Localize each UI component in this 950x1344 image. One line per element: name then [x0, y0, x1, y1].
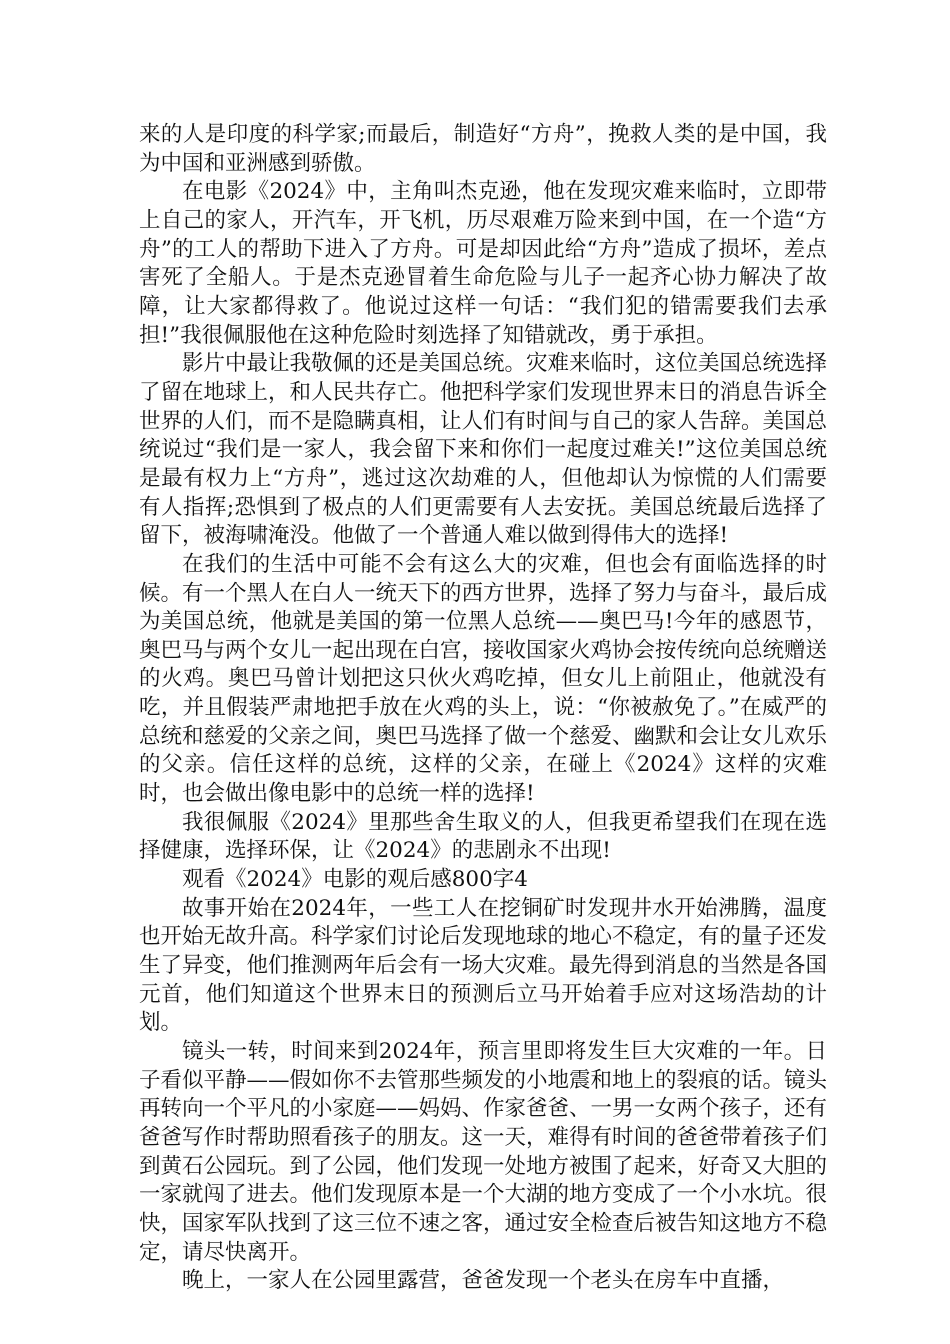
paragraph-1: 来的人是印度的科学家;而最后，制造好“方舟”，挽救人类的是中国，我为中国和亚洲感到骄傲。: [139, 122, 827, 176]
document-page: [139, 121, 827, 1296]
section-heading: 观看《2024》电影的观后感800字4: [182, 867, 528, 893]
paragraph-7: 镜头一转，时间来到2024年，预言里即将发生巨大灾难的一年。日子看似平静——假如你不去管那些频发的小地震和地上的裂痕的话。镜头再转向一个平凡的小家庭——妈妈、作家爸爸、一男一女两个孩子，还有爸爸写作时帮助照看孩子的朋友。这一天，难得有时间的爸爸带着孩子们到黄石公园玩。到了公园，他们发现一处地方被围了起来，好奇又大胆的一家就闯了进去。他们发现原本是一个大湖的地方变成了一个小水坑。很快，国家军队找到了这三位不速之客，通过安全检查后被告知这地方不稳定，请尽快离开。: [139, 1039, 828, 1265]
paragraph-2: 在电影《2024》中，主角叫杰克逊，他在发现灾难来临时，立即带上自己的家人，开汽车，开飞机，历尽艰难万险来到中国，在一个造“方舟”的工人的帮助下进入了方舟。可是却因此给“方舟”造成了损坏，差点害死了全船人。于是杰克逊冒着生命危险与儿子一起齐心协力解决了故障，让大家都得救了。他说过这样一句话：“我们犯的错需要我们去承担!”我很佩服他在这种危险时刻选择了知错就改，勇于承担。: [139, 179, 827, 348]
paragraph-4: 在我们的生活中可能不会有这么大的灾难，但也会有面临选择的时候。有一个黑人在白人一统天下的西方世界，选择了努力与奋斗，最后成为美国总统，他就是美国的第一位黑人总统——奥巴马!今年的感恩节，奥巴马与两个女儿一起出现在白宫，接收国家火鸡协会按传统向总统赠送的火鸡。奥巴马曾计划把这只伙火鸡吃掉，但女儿上前阻止，他就没有吃，并且假装严肃地把手放在火鸡的头上，说：“你被赦免了。”在威严的总统和慈爱的父亲之间，奥巴马选择了做一个慈爱、幽默和会让女儿欢乐的父亲。信任这样的总统，这样的父亲，在碰上《2024》这样的灾难时，也会做出像电影中的总统一样的选择!: [139, 551, 828, 807]
paragraph-3: 影片中最让我敬佩的还是美国总统。灾难来临时，这位美国总统选择了留在地球上，和人民共存亡。他把科学家们发现世界末日的消息告诉全世界的人们，而不是隐瞒真相，让人们有时间与自己的家人告辞。美国总统说过“我们是一家人，我会留下来和你们一起度过难关!”这位美国总统是最有权力上“方舟”，逃过这次劫难的人，但他却认为惊慌的人们需要有人指挥;恐惧到了极点的人们更需要有人去安抚。美国总统最后选择了留下，被海啸淹没。他做了一个普通人难以做到得伟大的选择!: [139, 351, 828, 549]
paragraph-5: 我很佩服《2024》里那些舍生取义的人，但我更希望我们在现在选择健康，选择环保，让《2024》的悲剧永不出现!: [139, 809, 827, 864]
paragraph-6: 故事开始在2024年，一些工人在挖铜矿时发现井水开始沸腾，温度也开始无故升高。科学家们讨论后发现地球的地心不稳定，有的量子还发生了异变，他们推测两年后会有一场大灾难。最先得到消息的当然是各国元首，他们知道这个世界末日的预测后立马开始着手应对这场浩劫的计划。: [139, 895, 828, 1036]
paragraph-8: 晚上，一家人在公园里露营，爸爸发现一个老头在房车中直播，: [182, 1268, 785, 1294]
